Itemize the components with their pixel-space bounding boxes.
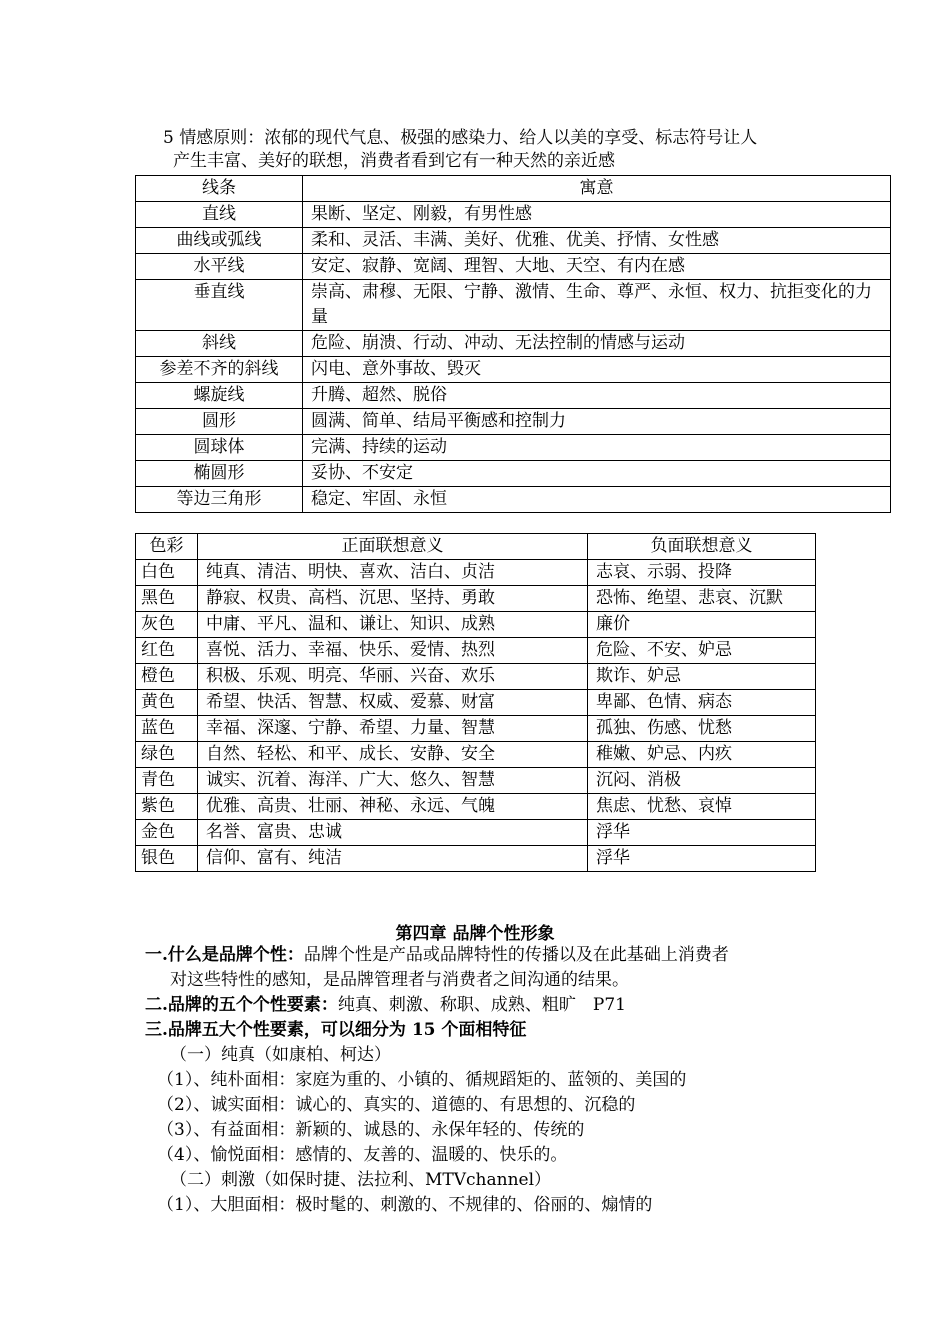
table-row (136, 254, 891, 280)
table-row (136, 409, 891, 435)
section-1-text-cont: 对这些特性的感知，是品牌管理者与消费者之间沟通的结果。 (170, 970, 629, 990)
table-cell: 诚实、沉着、海洋、广大、悠久、智慧 (198, 768, 588, 794)
table-cell: 优雅、高贵、壮丽、神秘、永远、气魄 (198, 794, 588, 820)
table-cell: 黄色 (136, 690, 198, 716)
table-cell: 恐怖、绝望、悲哀、沉默 (588, 586, 816, 612)
table-cell: 灰色 (136, 612, 198, 638)
table-cell: 静寂、权贵、高档、沉思、坚持、勇敢 (198, 586, 588, 612)
table-row (136, 435, 891, 461)
table-cell: 等边三角形 (136, 487, 303, 513)
table-row (136, 664, 816, 690)
table-row (136, 586, 816, 612)
table-cell: 稚嫩、妒忌、内疚 (588, 742, 816, 768)
table-row (136, 383, 891, 409)
purity-item-2: （2）、诚实面相：诚心的、真实的、道德的、有思想的、沉稳的 (157, 1095, 636, 1115)
chapter-body (145, 943, 865, 1218)
table-cell: 中庸、平凡、温和、谦让、知识、成熟 (198, 612, 588, 638)
header-cell: 正面联想意义 (198, 534, 588, 560)
table-row (136, 638, 816, 664)
section-1-text: 品牌个性是产品或品牌特性的传播以及在此基础上消费者 (303, 945, 729, 965)
table-cell: 卑鄙、色情、病态 (588, 690, 816, 716)
purity-item-4: （4）、愉悦面相：感情的、友善的、温暖的、快乐的。 (157, 1145, 568, 1165)
table-cell: 幸福、深邃、宁静、希望、力量、智慧 (198, 716, 588, 742)
table-row (136, 690, 816, 716)
table-cell: 完满、持续的运动 (303, 435, 891, 461)
table-cell: 喜悦、活力、幸福、快乐、爱情、热烈 (198, 638, 588, 664)
table-row (136, 560, 816, 586)
header-cell: 色彩 (136, 534, 198, 560)
table-cell: 稳定、牢固、永恒 (303, 487, 891, 513)
section-1 (145, 943, 865, 968)
table-cell: 危险、不安、妒忌 (588, 638, 816, 664)
table-cell: 名誉、富贵、忠诚 (198, 820, 588, 846)
table-cell: 曲线或弧线 (136, 228, 303, 254)
table-cell: 柔和、灵活、丰满、美好、优雅、优美、抒情、女性感 (303, 228, 891, 254)
table-cell: 蓝色 (136, 716, 198, 742)
table-cell: 水平线 (136, 254, 303, 280)
table-row (136, 846, 816, 872)
section-2 (145, 993, 865, 1018)
table-row (136, 794, 816, 820)
line-meaning-table (135, 175, 891, 513)
header-cell: 寓意 (303, 176, 891, 202)
table-row (136, 612, 816, 638)
purity-item-1: （1）、纯朴面相：家庭为重的、小镇的、循规蹈矩的、蓝领的、美国的 (157, 1070, 687, 1090)
table-row (136, 820, 816, 846)
table-cell: 浮华 (588, 846, 816, 872)
intro-line-2: 产生丰富、美好的联想，消费者看到它有一种天然的亲近感 (173, 151, 615, 171)
excitement-item-1: （1）、大胆面相：极时髦的、刺激的、不规律的、俗丽的、煽情的 (157, 1195, 653, 1215)
table-cell: 升腾、超然、脱俗 (303, 383, 891, 409)
excitement-heading: （二）刺激（如保时捷、法拉利、MTVchannel） (170, 1170, 552, 1190)
table-cell: 白色 (136, 560, 198, 586)
table-row (136, 280, 891, 331)
table-row (136, 202, 891, 228)
table-cell: 金色 (136, 820, 198, 846)
table-cell: 纯真、清洁、明快、喜欢、洁白、贞洁 (198, 560, 588, 586)
table-cell: 积极、乐观、明亮、华丽、兴奋、欢乐 (198, 664, 588, 690)
header-cell: 负面联想意义 (588, 534, 816, 560)
table-cell: 信仰、富有、纯洁 (198, 846, 588, 872)
section-2-heading: 二.品牌的五个个性要素： (145, 995, 338, 1015)
purity-item-3: （3）、有益面相：新颖的、诚恳的、永保年轻的、传统的 (157, 1120, 585, 1140)
table-cell: 闪电、意外事故、毁灭 (303, 357, 891, 383)
table-cell: 安定、寂静、宽阔、理智、大地、天空、有内在感 (303, 254, 891, 280)
table-cell: 椭圆形 (136, 461, 303, 487)
table-cell: 欺诈、妒忌 (588, 664, 816, 690)
table-cell: 危险、崩溃、行动、冲动、无法控制的情感与运动 (303, 331, 891, 357)
section-2-text: 纯真、刺激、称职、成熟、粗旷 P71 (337, 995, 626, 1015)
color-association-table (135, 533, 816, 872)
table-cell: 崇高、肃穆、无限、宁静、激情、生命、尊严、永恒、权力、抗拒变化的力量 (303, 280, 891, 331)
table-cell: 孤独、伤感、忧愁 (588, 716, 816, 742)
color-table-header (136, 534, 816, 560)
table-cell: 妥协、不安定 (303, 461, 891, 487)
table-cell: 垂直线 (136, 280, 303, 331)
table-row (136, 461, 891, 487)
table-row (136, 357, 891, 383)
table-cell: 青色 (136, 768, 198, 794)
table-row (136, 742, 816, 768)
table-row (136, 228, 891, 254)
chapter-title: 第四章 品牌个性形象 (395, 924, 555, 944)
table-cell: 自然、轻松、和平、成长、安静、安全 (198, 742, 588, 768)
table-cell: 希望、快活、智慧、权威、爱慕、财富 (198, 690, 588, 716)
table-cell: 绿色 (136, 742, 198, 768)
emotion-principle-paragraph (163, 127, 863, 173)
table-cell: 参差不齐的斜线 (136, 357, 303, 383)
table-cell: 直线 (136, 202, 303, 228)
purity-heading: （一）纯真（如康柏、柯达） (170, 1045, 391, 1065)
table-cell: 沉闷、消极 (588, 768, 816, 794)
table-cell: 圆球体 (136, 435, 303, 461)
table-cell: 斜线 (136, 331, 303, 357)
table-cell: 紫色 (136, 794, 198, 820)
table-cell: 橙色 (136, 664, 198, 690)
table-cell: 螺旋线 (136, 383, 303, 409)
intro-line-1: 5 情感原则：浓郁的现代气息、极强的感染力、给人以美的享受、标志符号让人 (163, 128, 758, 148)
table-cell: 志哀、示弱、投降 (588, 560, 816, 586)
table-cell: 红色 (136, 638, 198, 664)
table-cell: 黑色 (136, 586, 198, 612)
header-cell: 线条 (136, 176, 303, 202)
table-cell: 圆形 (136, 409, 303, 435)
table-cell: 果断、坚定、刚毅，有男性感 (303, 202, 891, 228)
table-cell: 圆满、简单、结局平衡感和控制力 (303, 409, 891, 435)
section-3-heading: 三.品牌五大个性要素，可以细分为 15 个面相特征 (145, 1020, 527, 1040)
table-cell: 廉价 (588, 612, 816, 638)
table-cell: 焦虑、忧愁、哀悼 (588, 794, 816, 820)
table-cell: 浮华 (588, 820, 816, 846)
line-table-header (136, 176, 891, 202)
table-row (136, 716, 816, 742)
table-row (136, 331, 891, 357)
table-cell: 银色 (136, 846, 198, 872)
table-row (136, 768, 816, 794)
table-row (136, 487, 891, 513)
section-1-heading: 一.什么是品牌个性： (145, 945, 304, 965)
